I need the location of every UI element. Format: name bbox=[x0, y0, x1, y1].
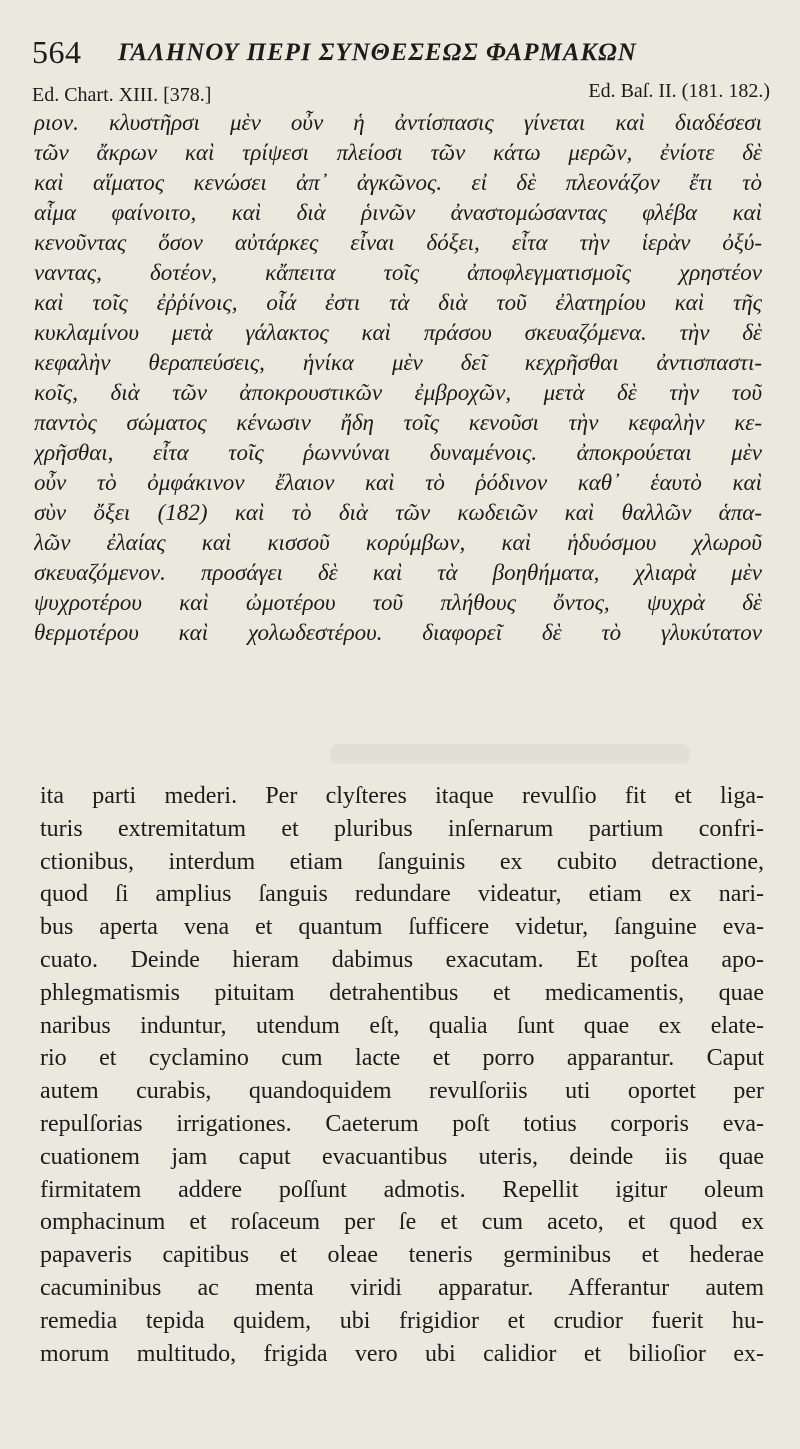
running-title: ΓΑΛΗΝΟΥ ΠΕΡΙ ΣΥΝΘΕΣΕΩΣ ΦΑΡΜΑΚΩΝ bbox=[118, 39, 637, 66]
latin-text-line: papaveris capitibus et oleae teneris germinibus et hederae bbox=[40, 1242, 764, 1269]
page-number: 564 bbox=[32, 34, 82, 70]
edition-basel-reference: Ed. Baſ. II. (181. 182.) bbox=[588, 80, 770, 102]
latin-text-line: autem curabis, quandoquidem revulſoriis uti oportet per bbox=[40, 1078, 764, 1105]
bleed-through-shadow bbox=[330, 744, 690, 764]
edition-chartier-reference: Ed. Chart. XIII. [378.] bbox=[32, 84, 212, 106]
latin-text-line: omphacinum et roſaceum per ſe et cum aceto, et quod ex bbox=[40, 1209, 764, 1236]
greek-text-block bbox=[34, 108, 762, 648]
greek-text-line: παντὸς σώματος κένωσιν ἤδη τοῖς κενοῦσι τὴν κεφαλὴν κε- bbox=[34, 410, 762, 435]
greek-text-line: κενοῦντας ὅσον αὐτάρκες εἶναι δόξει, εἶτα τὴν ἱερὰν ὀξύ- bbox=[34, 230, 762, 255]
greek-text-line: θερμοτέρου καὶ χολωδεστέρου. διαφορεῖ δὲ τὸ γλυκύτατον bbox=[34, 620, 762, 645]
latin-text-line: naribus induntur, utendum eſt, qualia ſunt quae ex elate- bbox=[40, 1012, 764, 1039]
greek-text-line: κυκλαμίνου μετὰ γάλακτος καὶ πράσου σκευαζόμενα. τὴν δὲ bbox=[34, 320, 762, 345]
latin-translation-block bbox=[40, 780, 764, 1370]
latin-text-line: phlegmatismis pituitam detrahentibus et medicamentis, quae bbox=[40, 979, 764, 1006]
greek-text-line: τῶν ἄκρων καὶ τρίψεσι πλείοσι τῶν κάτω μερῶν, ἐνίοτε δὲ bbox=[34, 140, 762, 165]
page-header bbox=[32, 34, 772, 74]
greek-text-line: καὶ αἵματος κενώσει ἀπ᾽ ἀγκῶνος. εἰ δὲ πλεονάζον ἔτι τὸ bbox=[34, 170, 762, 195]
latin-text-line: remedia tepida quidem, ubi frigidior et crudior fuerit hu- bbox=[40, 1307, 764, 1334]
edition-references bbox=[32, 80, 770, 110]
greek-text-line: κεφαλὴν θεραπεύσεις, ἡνίκα μὲν δεῖ κεχρῆσθαι ἀντισπαστι- bbox=[34, 350, 762, 375]
latin-text-line: ita parti mederi. Per clyſteres itaque revulſio fit et liga- bbox=[40, 783, 764, 809]
greek-text-line: ψυχροτέρου καὶ ὠμοτέρου τοῦ πλήθους ὄντος, ψυχρὰ δὲ bbox=[34, 590, 762, 615]
latin-text-line: cacuminibus ac menta viridi apparatur. Afferantur autem bbox=[40, 1274, 764, 1301]
greek-text-line: κοῖς, διὰ τῶν ἀποκρουστικῶν ἐμβροχῶν, μετὰ δὲ τὴν τοῦ bbox=[34, 380, 762, 405]
greek-text-line: οὖν τὸ ὀμφάκινον ἔλαιον καὶ τὸ ῥόδινον καθ᾽ ἑαυτὸ καὶ bbox=[34, 470, 762, 495]
latin-text-line: repulſorias irrigationes. Caeterum poſt totius corporis eva- bbox=[40, 1110, 764, 1137]
greek-text-line: σὺν ὄξει (182) καὶ τὸ διὰ τῶν κωδειῶν καὶ θαλλῶν ἁπα- bbox=[34, 500, 762, 525]
latin-text-line: rio et cyclamino cum lacte et porro apparantur. Caput bbox=[40, 1045, 764, 1072]
greek-text-line: αἷμα φαίνοιτο, καὶ διὰ ῥινῶν ἀναστομώσαντας φλέβα καὶ bbox=[34, 200, 762, 225]
greek-text-line: λῶν ἐλαίας καὶ κισσοῦ κορύμβων, καὶ ἡδυόσμου χλωροῦ bbox=[34, 530, 762, 555]
latin-text-line: firmitatem addere poſſunt admotis. Repellit igitur oleum bbox=[40, 1176, 764, 1203]
latin-text-line: cuato. Deinde hieram dabimus exacutam. Et poſtea apo- bbox=[40, 946, 764, 973]
latin-text-line: cuationem jam caput evacuantibus uteris, deinde iis quae bbox=[40, 1143, 764, 1170]
latin-text-line: ctionibus, interdum etiam ſanguinis ex cubito detractione, bbox=[40, 848, 764, 875]
latin-text-line: turis extremitatum et pluribus inſernarum partium confri- bbox=[40, 815, 764, 842]
latin-text-line: morum multitudo, frigida vero ubi calidior et bilioſior ex- bbox=[40, 1340, 764, 1367]
latin-text-line: quod ſi amplius ſanguis redundare videatur, etiam ex nari- bbox=[40, 881, 764, 908]
greek-text-line: ριον. κλυστῆρσι μὲν οὖν ἡ ἀντίσπασις γίνεται καὶ διαδέσεσι bbox=[34, 110, 762, 135]
greek-text-line: σκευαζόμενον. προσάγει δὲ καὶ τὰ βοηθήματα, χλιαρὰ μὲν bbox=[34, 560, 762, 585]
greek-text-line: ναντας, δοτέον, κἄπειτα τοῖς ἀποφλεγματισμοῖς χρηστέον bbox=[34, 260, 762, 285]
latin-text-line: bus aperta vena et quantum ſufficere videtur, ſanguine eva- bbox=[40, 914, 764, 941]
greek-text-line: χρῆσθαι, εἶτα τοῖς ῥωννύναι δυναμένοις. ἀποκρούεται μὲν bbox=[34, 440, 762, 465]
greek-text-line: καὶ τοῖς ἐῤῥίνοις, οἷά ἐστι τὰ διὰ τοῦ ἐλατηρίου καὶ τῆς bbox=[34, 290, 762, 315]
